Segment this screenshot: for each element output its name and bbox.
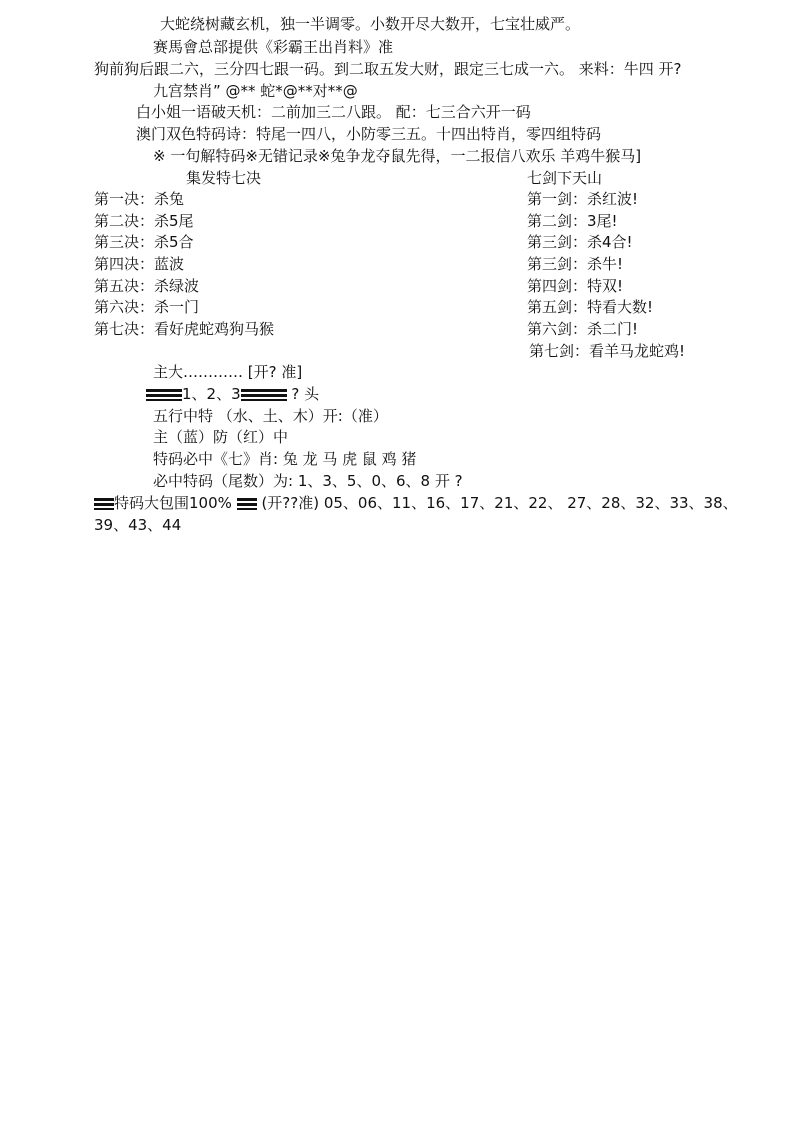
- right-item-4: 第三剑：杀牛!: [527, 255, 624, 273]
- left-item-2: 第二决：杀5尾: [94, 212, 194, 230]
- intro-line-4: 九宫禁肖” @** 蛇*@**对**@: [153, 82, 358, 100]
- bottom-line-6: 必中特码（尾数）为: 1、3、5、0、6、8 开 ?: [153, 472, 463, 490]
- right-item-6: 第五剑：特看大数!: [527, 298, 654, 316]
- intro-line-6: 澳门双色特码诗：特尾一四八，小防零三五。十四出特肖，零四组特码: [136, 125, 602, 143]
- left-item-6: 第六决：杀一门: [94, 298, 200, 316]
- bottom-line-7: [94, 493, 738, 513]
- bottom-line-2: [146, 384, 319, 404]
- right-item-3: 第三剑：杀4合!: [527, 233, 633, 251]
- left-item-3: 第三决：杀5合: [94, 233, 194, 251]
- right-item-2: 第二剑：3尾!: [527, 212, 618, 230]
- bottom-line-2-suffix: ? 头: [286, 385, 320, 403]
- double-bar-icon: [94, 498, 114, 510]
- triple-bar-icon: [146, 389, 182, 401]
- double-bar-icon: [237, 498, 257, 510]
- bottom-line-5: 特码必中《七》肖: 兔 龙 马 虎 鼠 鸡 猪: [153, 450, 417, 468]
- right-item-5: 第四剑：特双!: [527, 277, 624, 295]
- bottom-line-3: 五行中特 （水、土、木）开:（准）: [153, 407, 388, 425]
- intro-line-5: 白小姐一语破天机：二前加三二八跟。 配：七三合六开一码: [136, 103, 531, 121]
- bottom-line-7-label: 特码大包围100%: [114, 494, 232, 512]
- bottom-line-2-numbers: 1、2、3: [182, 385, 241, 403]
- bottom-line-4: 主（蓝）防（红）中: [153, 428, 289, 446]
- right-item-7: 第六剑：杀二门!: [527, 320, 639, 338]
- left-item-7: 第七决：看好虎蛇鸡狗马猴: [94, 320, 275, 338]
- right-item-1: 第一剑：杀红波!: [527, 190, 639, 208]
- intro-line-2: 赛馬會总部提供《彩霸王出肖料》准: [153, 38, 394, 56]
- bottom-line-1: 主大………… [开? 准]: [153, 363, 303, 381]
- right-item-8: 第七剑：看羊马龙蛇鸡!: [529, 342, 686, 360]
- left-item-1: 第一决：杀兔: [94, 190, 185, 208]
- right-column-title: 七剑下天山: [527, 169, 603, 187]
- bottom-line-7-numbers: (开??准) 05、06、11、16、17、21、22、 27、28、32、33、38、: [256, 494, 738, 512]
- left-column-title: 集发特七决: [186, 169, 262, 187]
- intro-line-7: ※ 一句解特码※无错记录※兔争龙夺鼠先得，一二报信八欢乐 羊鸡牛猴马]: [153, 147, 642, 165]
- left-item-5: 第五决：杀绿波: [94, 277, 200, 295]
- intro-line-1: 大蛇绕树藏玄机，独一半调零。小数开尽大数开，七宝壮威严。: [160, 15, 581, 33]
- intro-line-3: 狗前狗后跟二六，三分四七跟一码。到二取五发大财，跟定三七成一六。 来料：牛四 开?: [94, 60, 682, 78]
- left-item-4: 第四决：蓝波: [94, 255, 185, 273]
- bottom-line-8: 39、43、44: [94, 516, 182, 534]
- triple-bar-icon: [241, 389, 287, 401]
